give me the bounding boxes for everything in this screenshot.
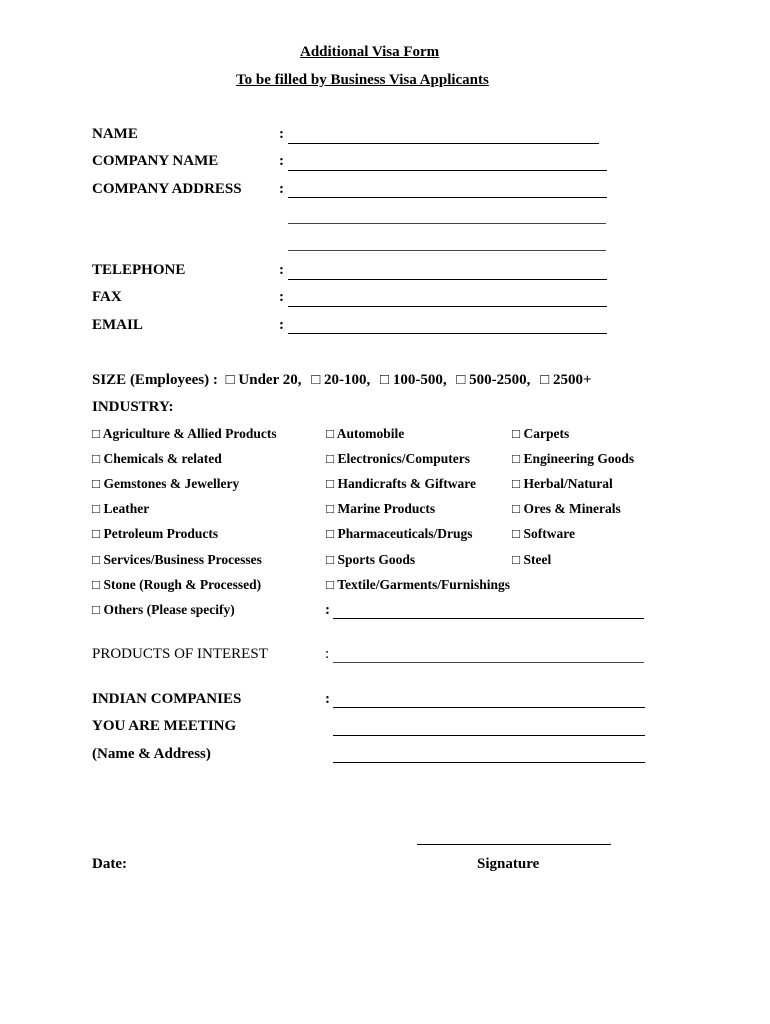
- signature-label: Signature: [477, 856, 540, 872]
- form-subtitle: To be filled by Business Visa Applicants: [236, 72, 489, 88]
- industry-electronics[interactable]: □ Electronics/Computers: [326, 451, 471, 466]
- companies-field-1[interactable]: [333, 707, 645, 708]
- form-title: Additional Visa Form: [300, 44, 440, 60]
- industry-stone[interactable]: □ Stone (Rough & Processed): [92, 577, 262, 592]
- telephone-field[interactable]: [288, 279, 607, 280]
- company-address-field-2[interactable]: [288, 223, 606, 224]
- company-address-colon: :: [279, 181, 284, 197]
- company-address-field-3[interactable]: [288, 250, 606, 251]
- industry-marine[interactable]: □ Marine Products: [326, 501, 436, 516]
- industry-automobile[interactable]: □ Automobile: [326, 426, 405, 441]
- industry-software[interactable]: □ Software: [512, 526, 576, 541]
- industry-chemicals[interactable]: □ Chemicals & related: [92, 451, 222, 466]
- size-option-under-20[interactable]: □ Under 20,: [225, 372, 302, 388]
- fax-label: FAX: [92, 289, 122, 305]
- industry-services[interactable]: □ Services/Business Processes: [92, 552, 262, 567]
- industry-petroleum[interactable]: □ Petroleum Products: [92, 526, 219, 541]
- others-colon: :: [325, 602, 330, 618]
- industry-others[interactable]: □ Others (Please specify): [92, 602, 235, 617]
- size-label: SIZE (Employees) :: [92, 372, 218, 388]
- industry-agriculture[interactable]: □ Agriculture & Allied Products: [92, 426, 277, 441]
- size-option-100-500[interactable]: □ 100-500,: [380, 372, 447, 388]
- products-field[interactable]: [333, 662, 644, 663]
- companies-field-3[interactable]: [333, 762, 645, 763]
- size-option-500-2500[interactable]: □ 500-2500,: [456, 372, 531, 388]
- company-name-label: COMPANY NAME: [92, 153, 219, 169]
- industry-pharmaceuticals[interactable]: □ Pharmaceuticals/Drugs: [326, 526, 473, 541]
- industry-label: INDUSTRY:: [92, 399, 174, 415]
- others-specify-field[interactable]: [333, 618, 644, 619]
- industry-herbal[interactable]: □ Herbal/Natural: [512, 476, 613, 491]
- companies-colon: :: [325, 691, 330, 707]
- industry-leather[interactable]: □ Leather: [92, 501, 150, 516]
- industry-engineering[interactable]: □ Engineering Goods: [512, 451, 635, 466]
- name-field[interactable]: [288, 143, 599, 144]
- company-address-label: COMPANY ADDRESS: [92, 181, 242, 197]
- companies-field-2[interactable]: [333, 735, 645, 736]
- date-label: Date:: [92, 856, 127, 872]
- industry-carpets[interactable]: □ Carpets: [512, 426, 570, 441]
- email-label: EMAIL: [92, 317, 143, 333]
- name-label: NAME: [92, 126, 138, 142]
- companies-label-3: (Name & Address): [92, 746, 211, 762]
- email-field[interactable]: [288, 333, 607, 334]
- company-address-field-1[interactable]: [288, 197, 607, 198]
- size-option-2500-plus[interactable]: □ 2500+: [540, 372, 592, 388]
- companies-label-2: YOU ARE MEETING: [92, 718, 237, 734]
- industry-gemstones[interactable]: □ Gemstones & Jewellery: [92, 476, 240, 491]
- name-colon: :: [279, 126, 284, 142]
- email-colon: :: [279, 317, 284, 333]
- fax-field[interactable]: [288, 306, 607, 307]
- fax-colon: :: [279, 289, 284, 305]
- size-option-20-100[interactable]: □ 20-100,: [311, 372, 371, 388]
- industry-sports[interactable]: □ Sports Goods: [326, 552, 416, 567]
- company-name-colon: :: [279, 153, 284, 169]
- products-label: PRODUCTS OF INTEREST: [92, 646, 268, 662]
- signature-line[interactable]: [417, 844, 611, 845]
- industry-steel[interactable]: □ Steel: [512, 552, 552, 567]
- telephone-label: TELEPHONE: [92, 262, 186, 278]
- industry-ores[interactable]: □ Ores & Minerals: [512, 501, 621, 516]
- industry-textile[interactable]: □ Textile/Garments/Furnishings: [326, 577, 511, 592]
- companies-label-1: INDIAN COMPANIES: [92, 691, 242, 707]
- company-name-field[interactable]: [288, 170, 607, 171]
- industry-handicrafts[interactable]: □ Handicrafts & Giftware: [326, 476, 477, 491]
- size-row: [92, 372, 592, 389]
- telephone-colon: :: [279, 262, 284, 278]
- products-colon: :: [325, 646, 330, 662]
